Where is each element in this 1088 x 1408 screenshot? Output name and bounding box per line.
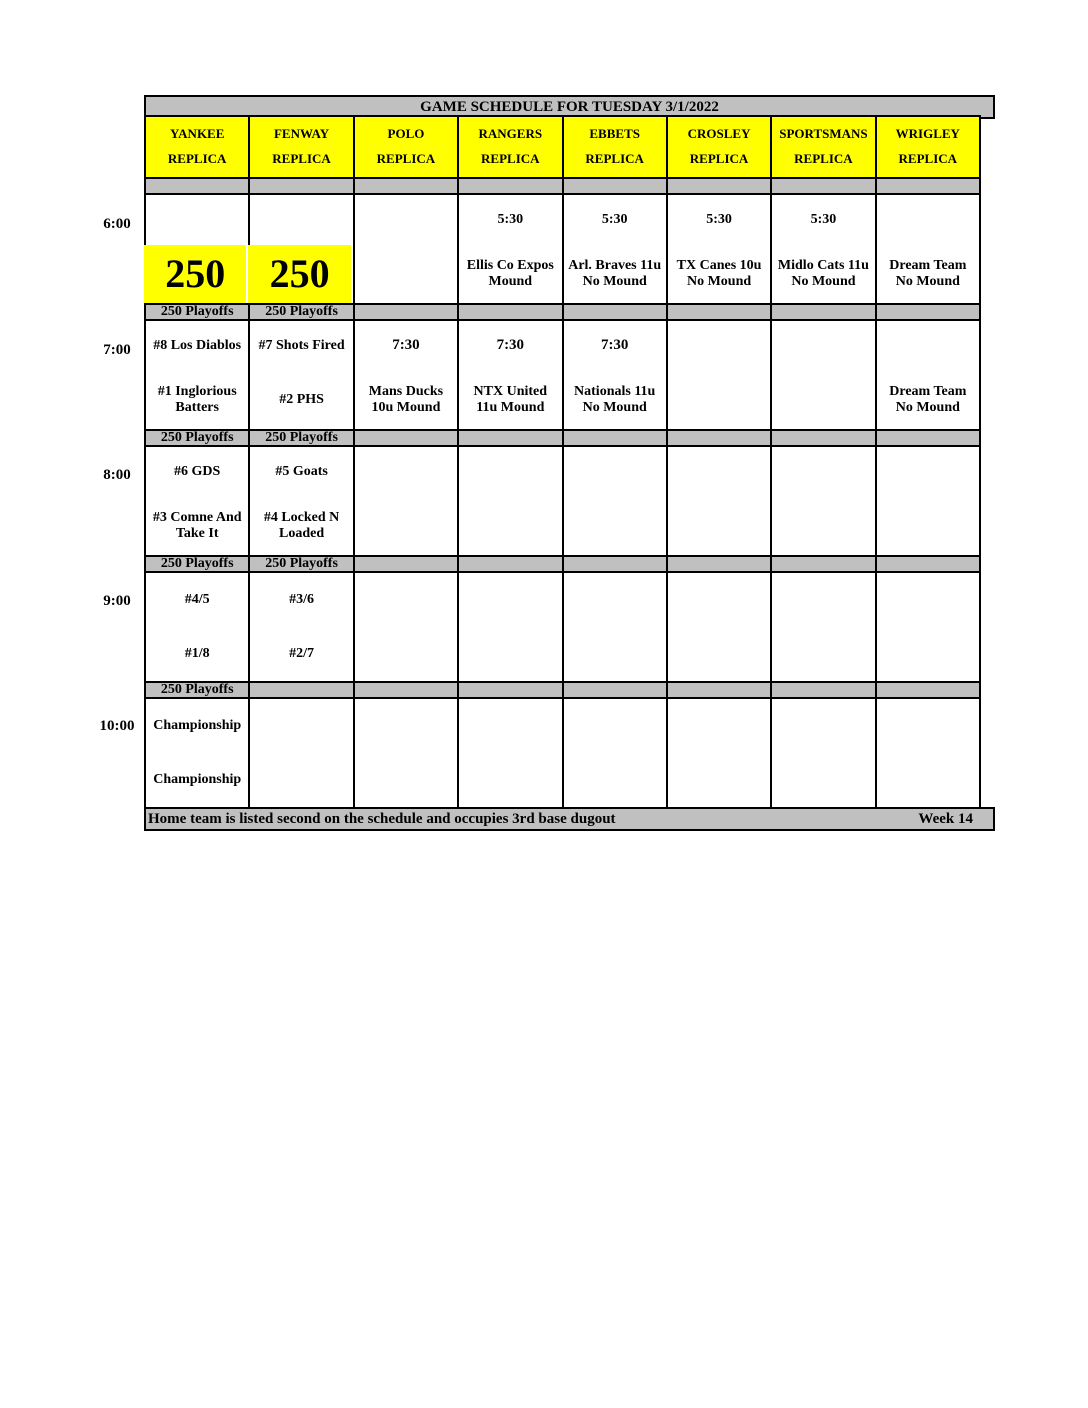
cell-600-crosley: 5:30 TX Canes 10u No Mound — [666, 193, 772, 305]
slot-800-row — [144, 447, 995, 557]
time-label-1000: 10:00 — [99, 718, 135, 734]
slot-900-row — [144, 573, 995, 683]
field-header-yankee: YANKEE REPLICA — [144, 115, 250, 179]
field-header-wrigley: WRIGLEY REPLICA — [875, 115, 981, 179]
home-team-note: Home team is listed second on the schedule and occupies 3rd base dugout — [148, 810, 616, 827]
cell-700-sportsmans — [770, 319, 876, 431]
schedule-table — [144, 95, 995, 831]
slot-1000-row — [144, 699, 995, 809]
cell-900-fenway: #3/6 #2/7 — [248, 571, 354, 683]
time-label-900: 9:00 — [103, 593, 131, 609]
playoff-row-4: 250 Playoffs — [144, 683, 995, 699]
field-header-row — [144, 117, 995, 179]
cell-900-yankee: #4/5 #1/8 — [144, 571, 250, 683]
cell-600-rangers: 5:30 Ellis Co Expos Mound — [457, 193, 563, 305]
cell-600-ebbets: 5:30 Arl. Braves 11u No Mound — [562, 193, 668, 305]
cell-600-polo — [353, 193, 459, 305]
cell-700-rangers: 7:30 NTX United 11u Mound — [457, 319, 563, 431]
playoff-row-3: 250 Playoffs 250 Playoffs — [144, 557, 995, 573]
field-header-sportsmans: SPORTSMANS REPLICA — [770, 115, 876, 179]
field-header-ebbets: EBBETS REPLICA — [562, 115, 668, 179]
slot-700-row — [144, 321, 995, 431]
cell-700-polo: 7:30 Mans Ducks 10u Mound — [353, 319, 459, 431]
cell-800-yankee: #6 GDS #3 Comne And Take It — [144, 445, 250, 557]
time-label-600: 6:00 — [103, 216, 131, 232]
cell-700-fenway: #7 Shots Fired #2 PHS — [248, 319, 354, 431]
playoff-row-1: 250 Playoffs 250 Playoffs — [144, 305, 995, 321]
cell-1000-yankee: Championship Championship — [144, 697, 250, 809]
cell-600-fenway: 250 — [248, 193, 354, 305]
field-header-fenway: FENWAY REPLICA — [248, 115, 354, 179]
cell-700-ebbets: 7:30 Nationals 11u No Mound — [562, 319, 668, 431]
field-header-crosley: CROSLEY REPLICA — [666, 115, 772, 179]
cell-700-yankee: #8 Los Diablos #1 Inglorious Batters — [144, 319, 250, 431]
schedule-title: GAME SCHEDULE FOR TUESDAY 3/1/2022 — [144, 95, 995, 119]
cell-600-sportsmans: 5:30 Midlo Cats 11u No Mound — [770, 193, 876, 305]
time-label-800: 8:00 — [103, 467, 131, 483]
field-header-polo: POLO REPLICA — [353, 115, 459, 179]
week-label: Week 14 — [918, 810, 973, 827]
cell-700-crosley — [666, 319, 772, 431]
cell-800-fenway: #5 Goats #4 Locked N Loaded — [248, 445, 354, 557]
time-label-700: 7:00 — [103, 342, 131, 358]
cell-600-yankee: 250 — [144, 193, 250, 305]
slot-600-row — [144, 195, 995, 305]
playoff-row-2: 250 Playoffs 250 Playoffs — [144, 431, 995, 447]
cell-600-wrigley: Dream Team No Mound — [875, 193, 981, 305]
cell-700-wrigley: Dream Team No Mound — [875, 319, 981, 431]
field-header-rangers: RANGERS REPLICA — [457, 115, 563, 179]
schedule-footer — [144, 807, 995, 831]
